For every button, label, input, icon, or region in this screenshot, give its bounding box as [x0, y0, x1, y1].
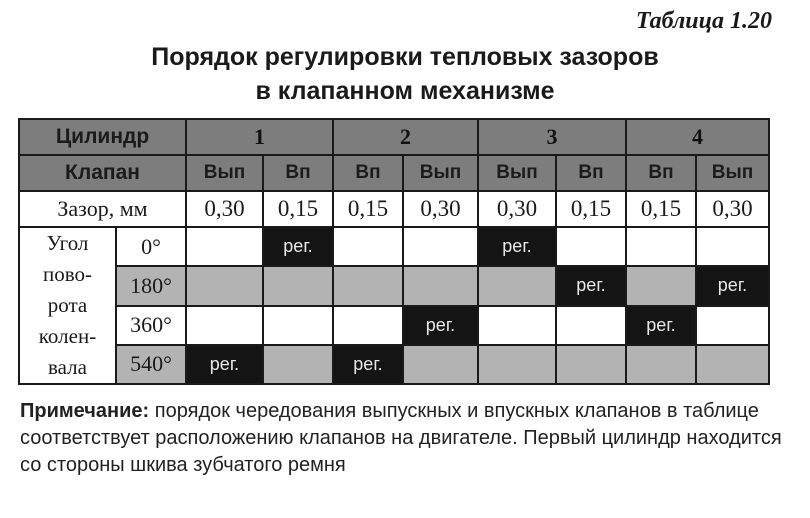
adjust-cell: [333, 306, 403, 345]
adjust-cell: рег.: [333, 345, 403, 384]
valve-row: [19, 155, 769, 191]
angle-header-line: пово-: [42, 262, 92, 286]
cylinder-header: Цилиндр: [19, 119, 186, 155]
valve-cell: Вып: [696, 155, 769, 191]
cylinder-1: 1: [186, 119, 333, 155]
adjust-cell: [403, 345, 478, 384]
cylinder-2: 2: [333, 119, 478, 155]
adjust-cell: [556, 345, 626, 384]
gap-cell: 0,30: [186, 191, 263, 227]
angle-header-line: рота: [47, 293, 88, 317]
adjust-cell: [696, 345, 769, 384]
valve-cell: Вп: [556, 155, 626, 191]
adjust-cell: [556, 306, 626, 345]
adjust-cell: [696, 227, 769, 266]
angle-header-line: Угол: [46, 231, 89, 255]
adjust-cell: [626, 266, 696, 305]
adjust-cell: [478, 345, 556, 384]
adjust-cell: [263, 266, 333, 305]
title-line-2: в клапанном механизме: [255, 77, 555, 105]
table-title: [0, 40, 810, 108]
adjust-cell: [478, 266, 556, 305]
valve-clearance-table: [18, 118, 770, 385]
valve-cell: Вып: [478, 155, 556, 191]
adjust-cell: рег.: [263, 227, 333, 266]
gap-cell: 0,15: [263, 191, 333, 227]
adjust-cell: [556, 227, 626, 266]
adjust-cell: рег.: [186, 345, 263, 384]
gap-cell: 0,30: [403, 191, 478, 227]
adjust-cell: [186, 306, 263, 345]
valve-cell: Вп: [263, 155, 333, 191]
adjust-cell: [626, 227, 696, 266]
table-number: Таблица 1.20: [635, 8, 772, 34]
valve-cell: Вп: [333, 155, 403, 191]
gap-cell: 0,30: [478, 191, 556, 227]
note-text: порядок чередования выпускных и впускных клапанов в таблице соответствует расположению клапанов на двигателе. Первый цилиндр находится со стороны шкива зубчатого ремня: [20, 400, 782, 476]
adjust-cell: [186, 266, 263, 305]
title-line-1: Порядок регулировки тепловых зазоров: [151, 43, 659, 71]
adjust-cell: [333, 266, 403, 305]
angle-label: 0°: [116, 227, 186, 266]
note-label: Примечание:: [20, 400, 150, 422]
adjust-cell: рег.: [696, 266, 769, 305]
valve-header: Клапан: [19, 155, 186, 191]
angle-label: 540°: [116, 345, 186, 384]
gap-cell: 0,30: [696, 191, 769, 227]
angle-label: 360°: [116, 306, 186, 345]
cylinder-3: 3: [478, 119, 626, 155]
valve-cell: Вып: [403, 155, 478, 191]
gap-header: Зазор, мм: [19, 191, 186, 227]
gap-row: [19, 191, 769, 227]
angle-row-540: [19, 345, 769, 384]
adjust-cell: рег.: [403, 306, 478, 345]
gap-cell: 0,15: [626, 191, 696, 227]
angle-header-line: вала: [48, 355, 87, 379]
adjust-cell: [478, 306, 556, 345]
angle-label: 180°: [116, 266, 186, 305]
angle-header: [19, 227, 116, 384]
angle-row-360: [19, 306, 769, 345]
adjust-cell: [263, 345, 333, 384]
angle-row-0: [19, 227, 769, 266]
valve-cell: Вып: [186, 155, 263, 191]
angle-row-180: [19, 266, 769, 305]
adjust-cell: [696, 306, 769, 345]
adjust-cell: рег.: [556, 266, 626, 305]
gap-cell: 0,15: [333, 191, 403, 227]
adjust-cell: рег.: [478, 227, 556, 266]
table-note: [20, 398, 800, 479]
adjust-cell: [626, 345, 696, 384]
valve-cell: Вп: [626, 155, 696, 191]
cylinder-4: 4: [626, 119, 769, 155]
adjust-cell: [333, 227, 403, 266]
adjust-cell: [186, 227, 263, 266]
angle-header-line: колен-: [38, 324, 97, 348]
gap-cell: 0,15: [556, 191, 626, 227]
adjust-cell: [263, 306, 333, 345]
adjust-cell: [403, 227, 478, 266]
adjust-cell: [403, 266, 478, 305]
cylinder-row: [19, 119, 769, 155]
adjust-cell: рег.: [626, 306, 696, 345]
